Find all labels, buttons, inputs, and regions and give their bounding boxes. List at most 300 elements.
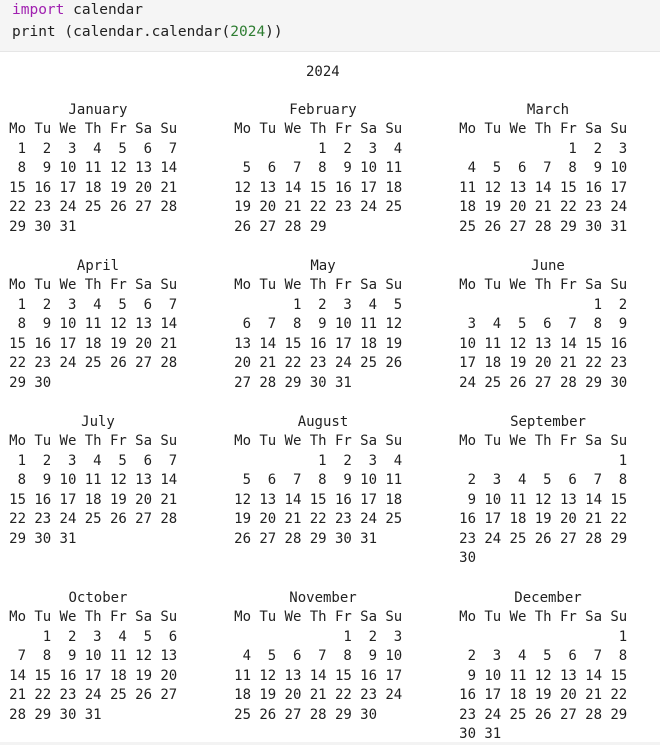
day-cell: 19 bbox=[259, 687, 277, 703]
weekday-header-row bbox=[232, 120, 414, 140]
day-cell: 9 bbox=[343, 472, 352, 488]
day-cell: 28 bbox=[585, 706, 602, 723]
day-cell: 7 bbox=[543, 160, 552, 176]
day-cell: 27 bbox=[135, 355, 152, 371]
day-cell: 15 bbox=[309, 491, 327, 508]
day-cell: 31 bbox=[84, 706, 102, 723]
day-cell: 16 bbox=[360, 667, 377, 684]
week-row bbox=[457, 686, 639, 706]
week-row bbox=[457, 140, 639, 160]
day-cell: 3 bbox=[343, 296, 352, 313]
day-cell: 10 bbox=[610, 160, 628, 176]
week-row bbox=[7, 315, 189, 335]
weekday-header-row bbox=[7, 608, 189, 628]
day-cell: 2 bbox=[368, 628, 377, 645]
weekday-label: Su bbox=[610, 121, 628, 137]
day-cell: 30 bbox=[59, 706, 77, 723]
day-cell: 15 bbox=[9, 335, 26, 352]
day-cell: 14 bbox=[160, 316, 178, 332]
day-cell: 13 bbox=[135, 472, 152, 488]
day-cell: 12 bbox=[509, 335, 527, 352]
weekday-label: Th bbox=[309, 609, 327, 625]
day-cell: 5 bbox=[543, 472, 552, 488]
day-cell: 1 bbox=[318, 140, 327, 157]
weekday-label: Mo bbox=[459, 433, 476, 449]
month-name: November bbox=[289, 590, 357, 606]
day-cell: 10 bbox=[84, 648, 102, 664]
day-cell: 12 bbox=[109, 316, 127, 332]
day-cell: 25 bbox=[509, 706, 527, 723]
day-cell: 25 bbox=[509, 530, 527, 547]
day-cell: 19 bbox=[109, 491, 127, 508]
week-row bbox=[7, 354, 189, 374]
day-cell: 4 bbox=[492, 316, 502, 332]
day-cell: 5 bbox=[492, 160, 502, 176]
day-cell: 26 bbox=[385, 355, 403, 371]
day-cell: 13 bbox=[234, 335, 251, 352]
day-cell: 2 bbox=[343, 452, 352, 469]
day-cell: 2 bbox=[42, 296, 52, 313]
day-cell: 9 bbox=[368, 648, 377, 664]
day-cell: 16 bbox=[459, 687, 476, 703]
day-cell: 25 bbox=[84, 199, 102, 215]
day-cell: 17 bbox=[334, 335, 352, 352]
day-cell: 17 bbox=[484, 511, 502, 527]
day-cell: 21 bbox=[559, 355, 577, 371]
day-cell: 25 bbox=[234, 706, 251, 723]
day-cell: 14 bbox=[259, 335, 277, 352]
day-cell: 15 bbox=[559, 179, 577, 196]
week-row bbox=[232, 491, 414, 511]
day-cell: 21 bbox=[259, 355, 277, 371]
day-cell: 4 bbox=[368, 296, 377, 313]
day-cell: 13 bbox=[509, 179, 527, 196]
day-cell: 17 bbox=[360, 179, 377, 196]
day-cell: 24 bbox=[84, 687, 102, 703]
day-cell: 30 bbox=[459, 550, 476, 566]
weekday-label: Sa bbox=[360, 277, 377, 293]
day-cell: 27 bbox=[160, 687, 178, 703]
day-cell: 31 bbox=[59, 218, 77, 235]
day-cell: 11 bbox=[360, 316, 377, 332]
day-cell: 26 bbox=[109, 355, 127, 371]
day-cell: 3 bbox=[492, 472, 502, 488]
day-cell: 11 bbox=[385, 160, 403, 176]
day-cell: 3 bbox=[93, 628, 102, 645]
day-cell: 2 bbox=[67, 628, 77, 645]
day-cell: 16 bbox=[610, 335, 628, 352]
weekday-label: We bbox=[284, 277, 302, 293]
day-cell: 5 bbox=[118, 140, 127, 157]
day-cell: 28 bbox=[534, 218, 552, 235]
week-row bbox=[7, 296, 189, 316]
weekday-label: Sa bbox=[585, 433, 602, 449]
day-cell: 21 bbox=[160, 335, 178, 352]
day-cell: 29 bbox=[9, 530, 26, 547]
day-cell: 14 bbox=[284, 491, 302, 508]
weekday-label: Mo bbox=[459, 277, 476, 293]
day-cell: 5 bbox=[242, 160, 251, 176]
day-cell: 5 bbox=[143, 628, 152, 645]
day-cell: 28 bbox=[585, 530, 602, 547]
day-cell: 8 bbox=[17, 472, 26, 488]
day-cell: 10 bbox=[59, 316, 77, 332]
day-cell: 24 bbox=[385, 687, 403, 703]
day-cell: 9 bbox=[467, 491, 476, 508]
weekday-label: Tu bbox=[259, 609, 277, 625]
week-row bbox=[232, 354, 414, 374]
day-cell: 18 bbox=[459, 199, 476, 215]
day-cell: 26 bbox=[534, 530, 552, 547]
week-row bbox=[457, 667, 639, 687]
day-cell: 13 bbox=[284, 667, 302, 684]
day-cell: 25 bbox=[484, 374, 502, 391]
day-cell: 21 bbox=[284, 199, 302, 215]
weekday-label: Sa bbox=[135, 609, 152, 625]
day-cell: 3 bbox=[618, 140, 628, 157]
day-cell: 28 bbox=[559, 374, 577, 391]
day-cell: 8 bbox=[618, 648, 628, 664]
day-cell: 22 bbox=[9, 199, 26, 215]
day-cell: 10 bbox=[59, 472, 77, 488]
month-name: July bbox=[81, 414, 115, 430]
weekday-label: We bbox=[59, 433, 77, 449]
day-cell: 21 bbox=[160, 491, 178, 508]
day-cell: 10 bbox=[459, 335, 476, 352]
week-row bbox=[7, 628, 189, 648]
day-cell: 14 bbox=[585, 491, 602, 508]
weekday-label: Th bbox=[534, 121, 552, 137]
month-name: March bbox=[526, 102, 570, 118]
day-cell: 16 bbox=[334, 491, 352, 508]
day-cell: 28 bbox=[160, 511, 178, 527]
day-cell: 18 bbox=[509, 687, 527, 703]
day-cell: 9 bbox=[343, 160, 352, 176]
week-row bbox=[232, 628, 414, 648]
day-cell: 24 bbox=[334, 355, 352, 371]
weekday-label: Su bbox=[160, 433, 178, 449]
weekday-label: Th bbox=[534, 433, 552, 449]
day-cell: 29 bbox=[284, 374, 302, 391]
day-cell: 17 bbox=[84, 667, 102, 684]
day-cell: 23 bbox=[459, 530, 476, 547]
day-cell: 28 bbox=[284, 530, 302, 547]
day-cell: 6 bbox=[168, 628, 178, 645]
day-cell: 10 bbox=[484, 491, 502, 508]
weekday-header-row bbox=[7, 432, 189, 452]
day-cell: 8 bbox=[318, 160, 327, 176]
weekday-label: Fr bbox=[109, 277, 127, 293]
week-row bbox=[232, 179, 414, 199]
day-cell: 2 bbox=[593, 140, 602, 157]
month-name: January bbox=[68, 102, 128, 118]
day-cell: 20 bbox=[135, 335, 152, 352]
weekday-label: Fr bbox=[334, 609, 352, 625]
day-cell: 22 bbox=[9, 511, 26, 527]
day-cell: 21 bbox=[534, 199, 552, 215]
day-cell: 19 bbox=[509, 355, 527, 371]
day-cell: 5 bbox=[267, 648, 277, 664]
week-row bbox=[457, 296, 639, 316]
day-cell: 17 bbox=[484, 687, 502, 703]
day-cell: 8 bbox=[17, 160, 26, 176]
day-cell: 31 bbox=[484, 726, 502, 742]
day-cell: 29 bbox=[9, 374, 26, 391]
weekday-header-row bbox=[457, 608, 639, 628]
day-cell: 12 bbox=[109, 472, 127, 488]
day-cell: 11 bbox=[385, 472, 403, 488]
day-cell: 6 bbox=[267, 160, 277, 176]
day-cell: 8 bbox=[618, 472, 628, 488]
weekday-label: Fr bbox=[559, 609, 577, 625]
day-cell: 26 bbox=[109, 199, 127, 215]
day-cell: 15 bbox=[610, 667, 628, 684]
day-cell: 7 bbox=[168, 296, 178, 313]
weekday-label: Sa bbox=[585, 609, 602, 625]
weekday-label: Tu bbox=[259, 121, 277, 137]
day-cell: 28 bbox=[259, 374, 277, 391]
weekday-label: Sa bbox=[135, 121, 152, 137]
day-cell: 23 bbox=[34, 355, 52, 371]
day-cell: 20 bbox=[135, 179, 152, 196]
day-cell: 20 bbox=[559, 511, 577, 527]
day-cell: 22 bbox=[610, 511, 628, 527]
day-cell: 26 bbox=[484, 218, 502, 235]
day-cell: 16 bbox=[459, 511, 476, 527]
week-row bbox=[232, 706, 414, 726]
week-row bbox=[7, 530, 189, 550]
day-cell: 14 bbox=[585, 667, 602, 684]
day-cell: 11 bbox=[234, 667, 251, 684]
day-cell: 15 bbox=[284, 335, 302, 352]
day-cell: 23 bbox=[585, 199, 602, 215]
day-cell: 28 bbox=[9, 706, 26, 723]
week-row bbox=[457, 491, 639, 511]
day-cell: 10 bbox=[360, 472, 377, 488]
day-cell: 18 bbox=[484, 355, 502, 371]
weekday-label: Th bbox=[84, 277, 102, 293]
day-cell: 7 bbox=[168, 452, 178, 469]
weekday-label: Tu bbox=[34, 609, 52, 625]
week-row bbox=[232, 510, 414, 530]
day-cell: 11 bbox=[509, 491, 527, 508]
day-cell: 24 bbox=[59, 199, 77, 215]
day-cell: 4 bbox=[93, 296, 102, 313]
day-cell: 7 bbox=[318, 648, 327, 664]
day-cell: 17 bbox=[360, 491, 377, 508]
day-cell: 24 bbox=[59, 511, 77, 527]
month-name: October bbox=[68, 590, 128, 606]
weekday-label: We bbox=[284, 121, 302, 137]
day-cell: 4 bbox=[467, 160, 476, 176]
day-cell: 23 bbox=[334, 511, 352, 527]
day-cell: 22 bbox=[334, 687, 352, 703]
weekday-label: Th bbox=[309, 433, 327, 449]
day-cell: 14 bbox=[309, 667, 327, 684]
day-cell: 31 bbox=[610, 218, 628, 235]
day-cell: 29 bbox=[610, 706, 628, 723]
day-cell: 25 bbox=[109, 687, 127, 703]
week-row bbox=[232, 686, 414, 706]
day-cell: 22 bbox=[284, 355, 302, 371]
code-cell[interactable] bbox=[0, 0, 660, 52]
day-cell: 12 bbox=[484, 179, 502, 196]
day-cell: 9 bbox=[618, 316, 628, 332]
day-cell: 24 bbox=[360, 511, 377, 527]
day-cell: 17 bbox=[385, 667, 403, 684]
weekday-label: Mo bbox=[459, 609, 476, 625]
day-cell: 7 bbox=[267, 316, 277, 332]
day-cell: 15 bbox=[34, 667, 52, 684]
day-cell: 11 bbox=[459, 179, 476, 196]
day-cell: 15 bbox=[309, 179, 327, 196]
code-line-print bbox=[12, 22, 283, 42]
day-cell: 15 bbox=[334, 667, 352, 684]
day-cell: 1 bbox=[17, 140, 26, 157]
weekday-label: Su bbox=[160, 609, 178, 625]
weekday-label: Mo bbox=[459, 121, 476, 137]
week-row bbox=[232, 218, 414, 238]
weekday-label: Su bbox=[385, 121, 403, 137]
day-cell: 21 bbox=[585, 687, 602, 703]
day-cell: 23 bbox=[459, 706, 476, 723]
day-cell: 4 bbox=[393, 452, 403, 469]
day-cell: 1 bbox=[17, 296, 26, 313]
day-cell: 26 bbox=[109, 511, 127, 527]
day-cell: 6 bbox=[143, 296, 152, 313]
week-row bbox=[232, 374, 414, 394]
day-cell: 31 bbox=[360, 530, 377, 547]
day-cell: 16 bbox=[59, 667, 77, 684]
day-cell: 5 bbox=[393, 296, 403, 313]
weekday-label: We bbox=[284, 433, 302, 449]
weekday-label: Fr bbox=[109, 121, 127, 137]
day-cell: 17 bbox=[59, 335, 77, 352]
weekday-label: We bbox=[509, 609, 527, 625]
weekday-label: Su bbox=[610, 433, 628, 449]
weekday-header-row bbox=[232, 276, 414, 296]
weekday-label: Sa bbox=[585, 277, 602, 293]
week-row bbox=[232, 667, 414, 687]
day-cell: 30 bbox=[334, 530, 352, 547]
day-cell: 24 bbox=[484, 530, 502, 547]
day-cell: 14 bbox=[559, 335, 577, 352]
weekday-label: Sa bbox=[360, 121, 377, 137]
day-cell: 8 bbox=[343, 648, 352, 664]
day-cell: 24 bbox=[360, 199, 377, 215]
day-cell: 13 bbox=[135, 316, 152, 332]
day-cell: 1 bbox=[42, 628, 52, 645]
week-row bbox=[232, 647, 414, 667]
day-cell: 15 bbox=[9, 491, 26, 508]
day-cell: 27 bbox=[284, 706, 302, 723]
day-cell: 4 bbox=[517, 472, 527, 488]
day-cell: 22 bbox=[559, 199, 577, 215]
day-cell: 29 bbox=[610, 530, 628, 547]
code-line-import bbox=[12, 0, 143, 20]
week-row bbox=[232, 296, 414, 316]
week-row bbox=[457, 471, 639, 491]
weekday-header-row bbox=[457, 432, 639, 452]
week-row bbox=[232, 159, 414, 179]
day-cell: 9 bbox=[42, 472, 52, 488]
day-cell: 22 bbox=[610, 687, 628, 703]
day-cell: 4 bbox=[93, 140, 102, 157]
day-cell: 6 bbox=[143, 452, 152, 469]
week-row bbox=[7, 374, 189, 394]
week-row bbox=[457, 452, 639, 472]
day-cell: 18 bbox=[360, 335, 377, 352]
day-cell: 27 bbox=[135, 199, 152, 215]
day-cell: 5 bbox=[543, 648, 552, 664]
day-cell: 12 bbox=[234, 179, 251, 196]
weekday-label: We bbox=[59, 609, 77, 625]
day-cell: 8 bbox=[568, 160, 577, 176]
day-cell: 11 bbox=[84, 316, 102, 332]
day-cell: 20 bbox=[509, 199, 527, 215]
day-cell: 4 bbox=[393, 140, 403, 157]
day-cell: 8 bbox=[292, 316, 302, 332]
week-row bbox=[457, 530, 639, 550]
weekday-label: Mo bbox=[234, 609, 251, 625]
print-call: print (calendar.calendar( bbox=[12, 24, 231, 40]
day-cell: 25 bbox=[360, 355, 377, 371]
week-row bbox=[232, 471, 414, 491]
weekday-header-row bbox=[457, 276, 639, 296]
day-cell: 18 bbox=[385, 491, 403, 508]
day-cell: 27 bbox=[259, 530, 277, 547]
day-cell: 16 bbox=[34, 179, 52, 196]
day-cell: 23 bbox=[34, 511, 52, 527]
week-row bbox=[457, 549, 639, 569]
day-cell: 21 bbox=[160, 179, 178, 196]
week-row bbox=[457, 354, 639, 374]
day-cell: 11 bbox=[84, 472, 102, 488]
day-cell: 3 bbox=[393, 628, 403, 645]
day-cell: 16 bbox=[334, 179, 352, 196]
day-cell: 1 bbox=[568, 140, 577, 157]
day-cell: 18 bbox=[84, 335, 102, 352]
week-row bbox=[457, 374, 639, 394]
week-row bbox=[7, 686, 189, 706]
day-cell: 9 bbox=[42, 160, 52, 176]
day-cell: 1 bbox=[343, 628, 352, 645]
weekday-label: Mo bbox=[9, 433, 26, 449]
week-row bbox=[457, 335, 639, 355]
day-cell: 6 bbox=[267, 472, 277, 488]
weekday-label: Mo bbox=[234, 277, 251, 293]
day-cell: 20 bbox=[234, 355, 251, 371]
day-cell: 2 bbox=[318, 296, 327, 313]
weekday-label: Fr bbox=[559, 277, 577, 293]
day-cell: 17 bbox=[459, 355, 476, 371]
weekday-label: Sa bbox=[135, 277, 152, 293]
month-name: May bbox=[310, 258, 336, 274]
month-name: August bbox=[297, 414, 349, 430]
day-cell: 3 bbox=[467, 316, 476, 332]
module-name: calendar bbox=[64, 2, 143, 18]
day-cell: 5 bbox=[118, 452, 127, 469]
day-cell: 21 bbox=[284, 511, 302, 527]
day-cell: 29 bbox=[309, 530, 327, 547]
day-cell: 23 bbox=[360, 687, 377, 703]
day-cell: 18 bbox=[509, 511, 527, 527]
week-row bbox=[7, 140, 189, 160]
day-cell: 12 bbox=[234, 491, 251, 508]
day-cell: 30 bbox=[459, 726, 476, 742]
weekday-label: Mo bbox=[234, 121, 251, 137]
day-cell: 29 bbox=[585, 374, 602, 391]
